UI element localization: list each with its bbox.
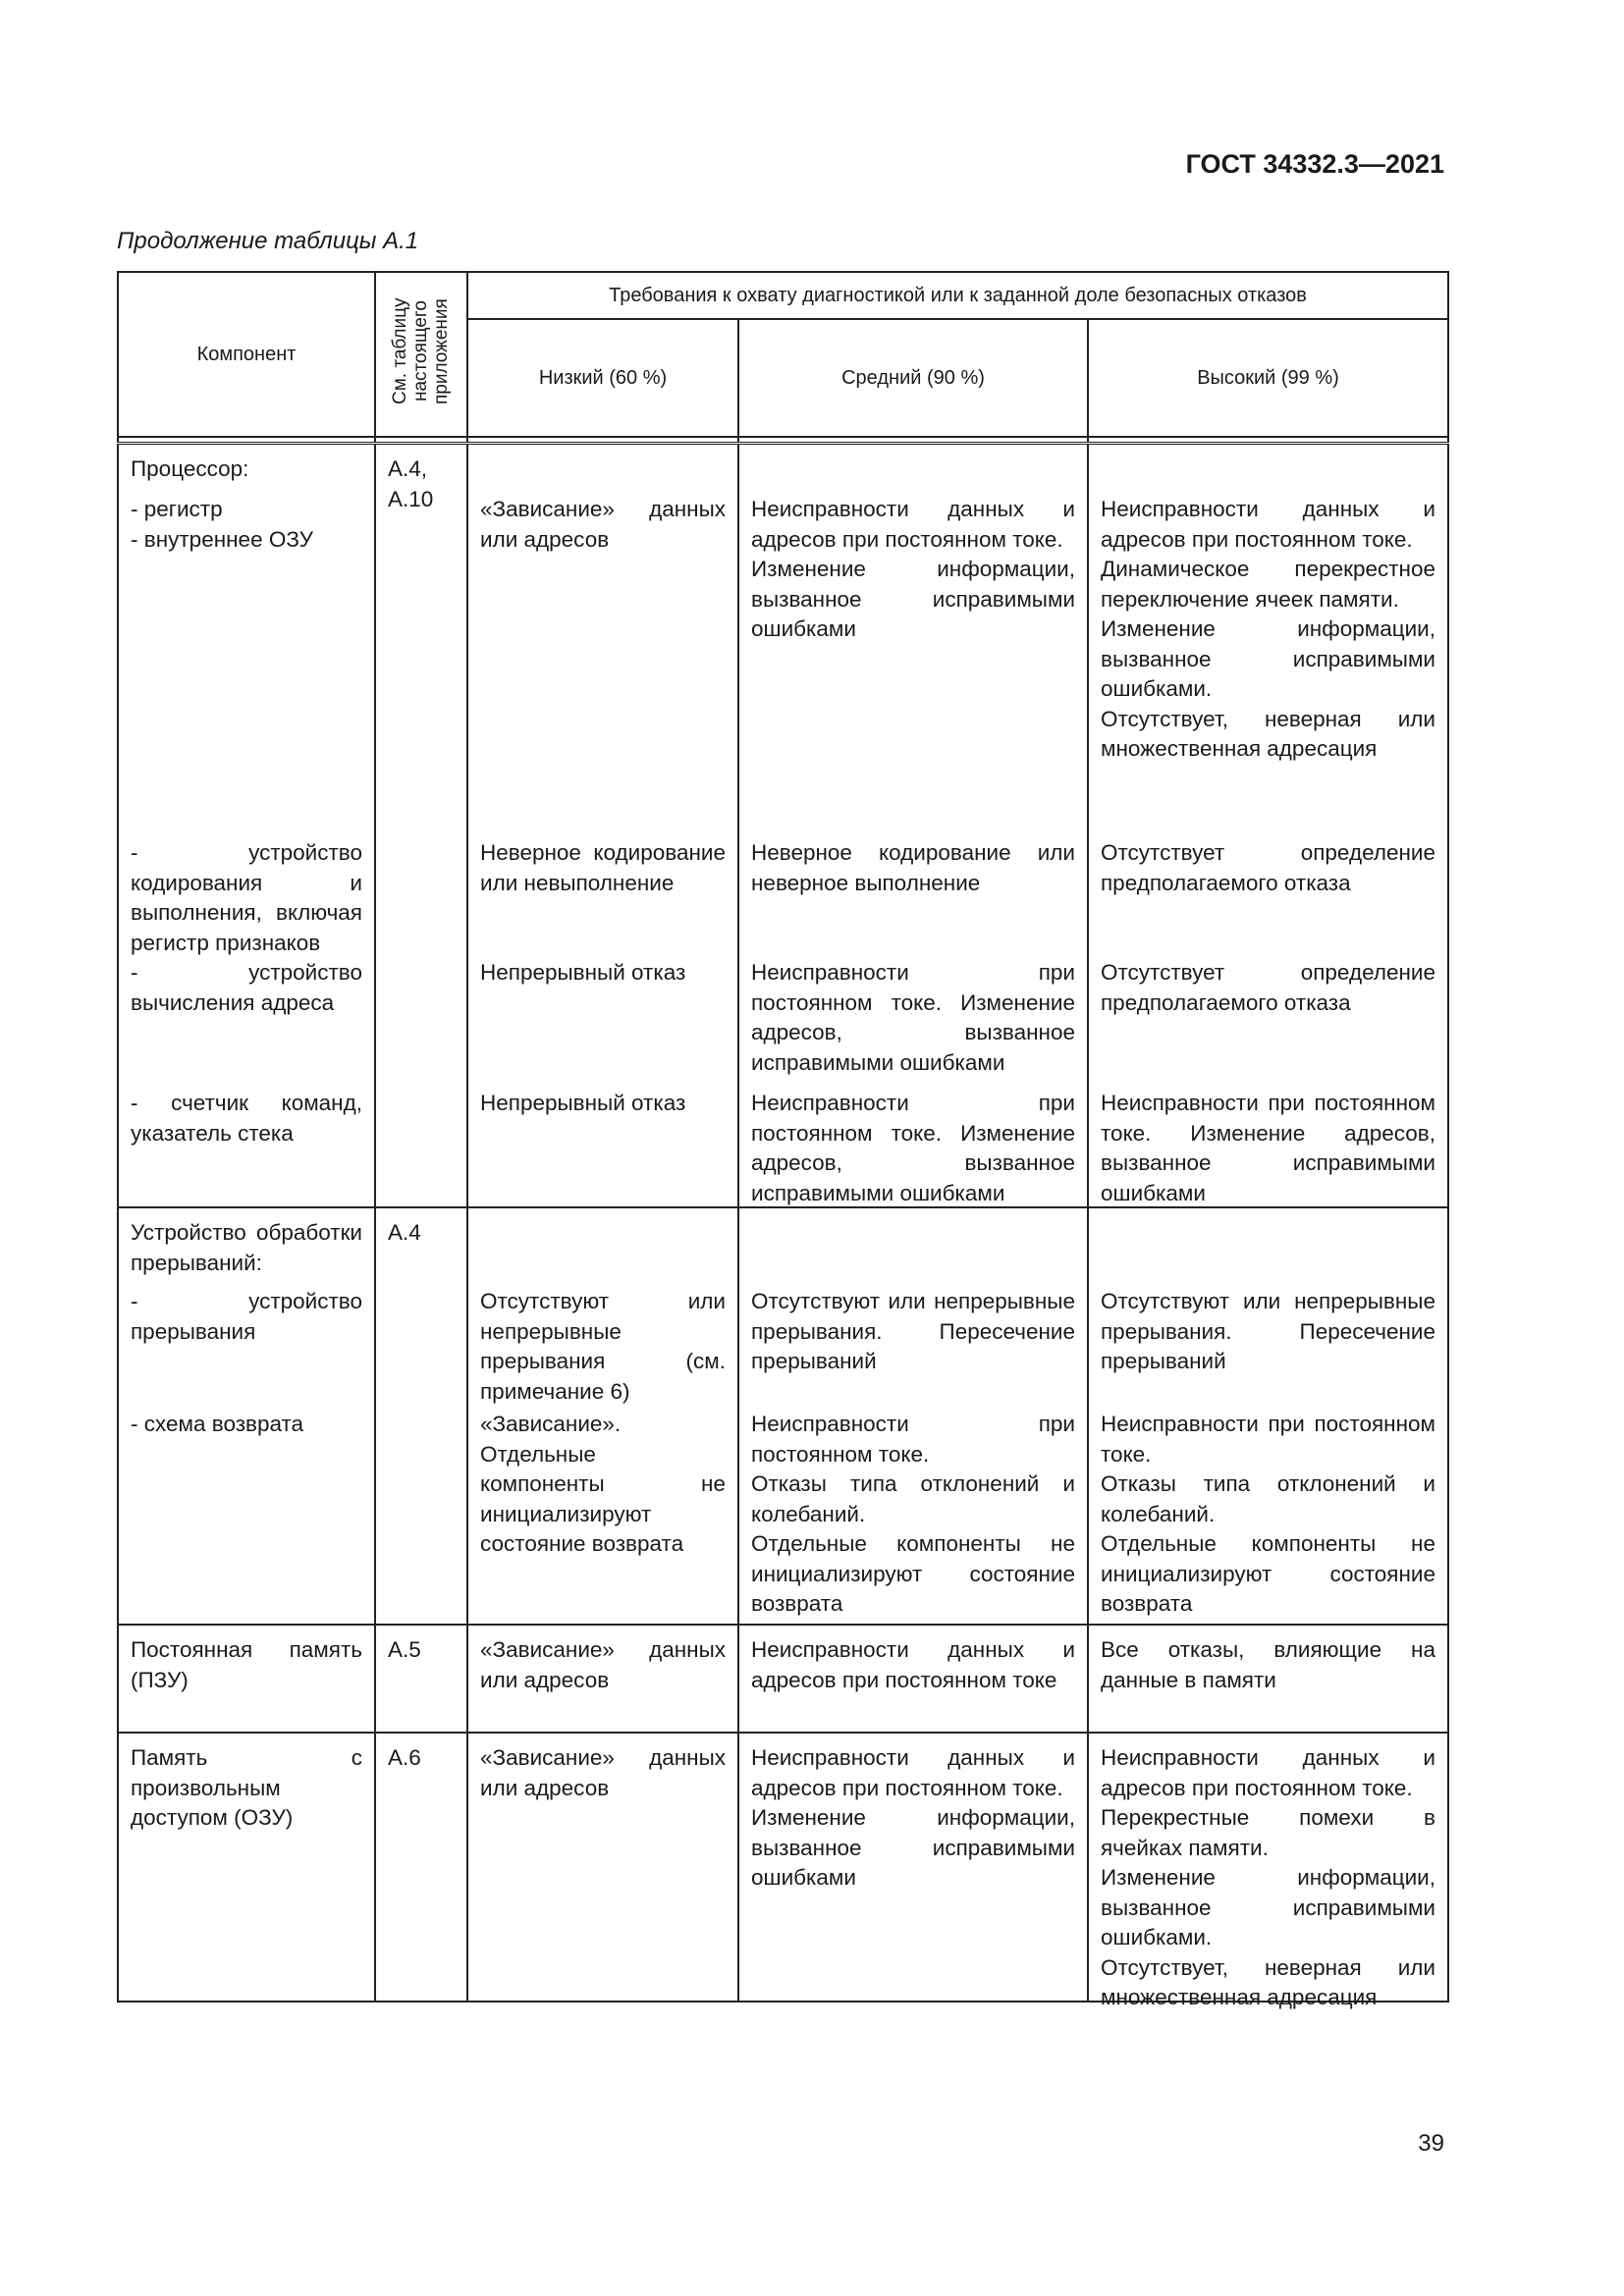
medium-text: Неисправности данных и адресов при постоянном токе.	[751, 1745, 1075, 1800]
ref-text: А.4,	[388, 456, 428, 481]
high-text: Динамическое перекрестное переключение ячеек памяти.	[1101, 557, 1435, 612]
component-text: - устройство кодирования и выполнения, включая регистр признаков	[131, 840, 362, 955]
medium-text: Неисправности при постоянном токе.	[751, 1412, 1075, 1467]
table-row-interrupts	[118, 1207, 1448, 1625]
high-text: Изменение информации, вызванное исправимыми ошибками.	[1101, 616, 1435, 701]
cell-ref	[375, 1625, 467, 1733]
high-text: Отсутствует определение предполагаемого отказа	[1101, 840, 1435, 895]
component-text: - внутреннее ОЗУ	[131, 526, 313, 552]
component-text: Постоянная память (ПЗУ)	[131, 1637, 362, 1692]
table-row-processor	[118, 444, 1448, 1208]
high-text: Неисправности данных и адресов при постоянном токе.	[1101, 1745, 1435, 1800]
cell-low	[467, 1207, 738, 1625]
low-text: «Зависание» данных или адресов	[480, 1637, 726, 1692]
low-text: Отдельные компоненты не инициализируют состояние возврата	[480, 1441, 726, 1556]
component-text: Память с произвольным доступом (ОЗУ)	[131, 1745, 362, 1830]
medium-text: Отказы типа отклонений и колебаний.	[751, 1471, 1075, 1526]
cell-ref	[375, 1733, 467, 2002]
cell-medium	[738, 1733, 1088, 2002]
high-text: Отказы типа отклонений и колебаний.	[1101, 1471, 1435, 1526]
col-header-low: Низкий (60 %)	[467, 319, 738, 437]
cell-low	[467, 444, 738, 1208]
medium-text: Изменение информации, вызванное исправимыми ошибками	[751, 557, 1075, 641]
component-text: - регистр	[131, 497, 223, 521]
cell-low	[467, 1625, 738, 1733]
cell-high	[1088, 1207, 1448, 1625]
page-number: 39	[1418, 2130, 1444, 2157]
col-header-component: Компонент	[118, 272, 375, 437]
low-text: Непрерывный отказ	[480, 960, 686, 985]
medium-text: Неисправности при постоянном токе. Изменение адресов, вызванное исправимыми ошибками	[751, 960, 1075, 1075]
cell-medium	[738, 1207, 1088, 1625]
col-header-see-table-text: См. таблицу настоящего приложения	[389, 297, 452, 405]
cell-ref	[375, 1207, 467, 1625]
component-text: - схема возврата	[131, 1412, 304, 1436]
medium-text: Отсутствуют или непрерывные прерывания. Пересечение прерываний	[751, 1289, 1075, 1373]
cell-ref	[375, 444, 467, 1208]
cell-component	[118, 1207, 375, 1625]
cell-medium	[738, 444, 1088, 1208]
medium-text: Отдельные компоненты не инициализируют состояние возврата	[751, 1531, 1075, 1616]
high-text: Отсутствует, неверная или множественная адресация	[1101, 1954, 1435, 2009]
cell-component	[118, 1733, 375, 2002]
col-header-medium: Средний (90 %)	[738, 319, 1088, 437]
high-text: Отсутствует, неверная или множественная адресация	[1101, 706, 1435, 761]
component-text: - устройство прерывания	[131, 1289, 362, 1344]
cell-medium	[738, 1625, 1088, 1733]
table-body	[118, 444, 1448, 2009]
ref-text: А.4	[388, 1220, 421, 1245]
col-header-see-table	[375, 272, 467, 437]
document-header: ГОСТ 34332.3—2021	[1185, 149, 1444, 179]
ref-text: А.5	[388, 1637, 421, 1662]
cell-high	[1088, 1625, 1448, 1733]
medium-text: Неисправности при постоянном токе. Изменение адресов, вызванное исправимыми ошибками	[751, 1091, 1075, 1205]
low-text: «Зависание».	[480, 1412, 622, 1436]
cell-low	[467, 1733, 738, 2002]
component-text: Процессор:	[131, 456, 249, 481]
medium-text: Неисправности данных и адресов при постоянном токе.	[751, 497, 1075, 552]
cell-high	[1088, 1733, 1448, 2009]
component-text: - счетчик команд, указатель стека	[131, 1091, 362, 1146]
cell-component	[118, 1625, 375, 1733]
high-text: Все отказы, влияющие на данные в памяти	[1101, 1637, 1435, 1692]
low-text: Неверное кодирование или невыполнение	[480, 840, 726, 895]
table-row-ram	[118, 1733, 1448, 2002]
high-text: Перекрестные помехи в ячейках памяти.	[1101, 1805, 1435, 1860]
low-text: Отсутствуют или непрерывные прерывания (см. примечание 6)	[480, 1289, 726, 1404]
component-text: - устройство вычисления адреса	[131, 960, 362, 1015]
table-row-rom	[118, 1625, 1448, 1733]
medium-text: Неисправности данных и адресов при постоянном токе	[751, 1637, 1075, 1692]
cell-high	[1088, 444, 1448, 1208]
ref-text: А.6	[388, 1745, 421, 1770]
medium-text: Изменение информации, вызванное исправимыми ошибками	[751, 1805, 1075, 1890]
high-text: Изменение информации, вызванное исправимыми ошибками.	[1101, 1865, 1435, 1949]
col-header-requirements: Требования к охвату диагностикой или к заданной доле безопасных отказов	[467, 272, 1448, 319]
low-text: Непрерывный отказ	[480, 1091, 686, 1115]
low-text: «Зависание» данных или адресов	[480, 497, 726, 552]
cell-component	[118, 444, 375, 1208]
ref-text: А.10	[388, 486, 434, 511]
requirements-table	[117, 271, 1449, 2009]
high-text: Неисправности данных и адресов при постоянном токе.	[1101, 497, 1435, 552]
low-text: «Зависание» данных или адресов	[480, 1745, 726, 1800]
component-text: Устройство обработки прерываний:	[131, 1220, 362, 1275]
high-text: Неисправности при постоянном токе.	[1101, 1412, 1435, 1467]
high-text: Отсутствуют или непрерывные прерывания. Пересечение прерываний	[1101, 1289, 1435, 1373]
table-caption: Продолжение таблицы А.1	[117, 228, 419, 254]
high-text: Неисправности при постоянном токе. Изменение адресов, вызванное исправимыми ошибками	[1101, 1091, 1435, 1205]
high-text: Отдельные компоненты не инициализируют состояние возврата	[1101, 1531, 1435, 1616]
col-header-high: Высокий (99 %)	[1088, 319, 1448, 437]
high-text: Отсутствует определение предполагаемого отказа	[1101, 960, 1435, 1015]
medium-text: Неверное кодирование или неверное выполнение	[751, 840, 1075, 895]
